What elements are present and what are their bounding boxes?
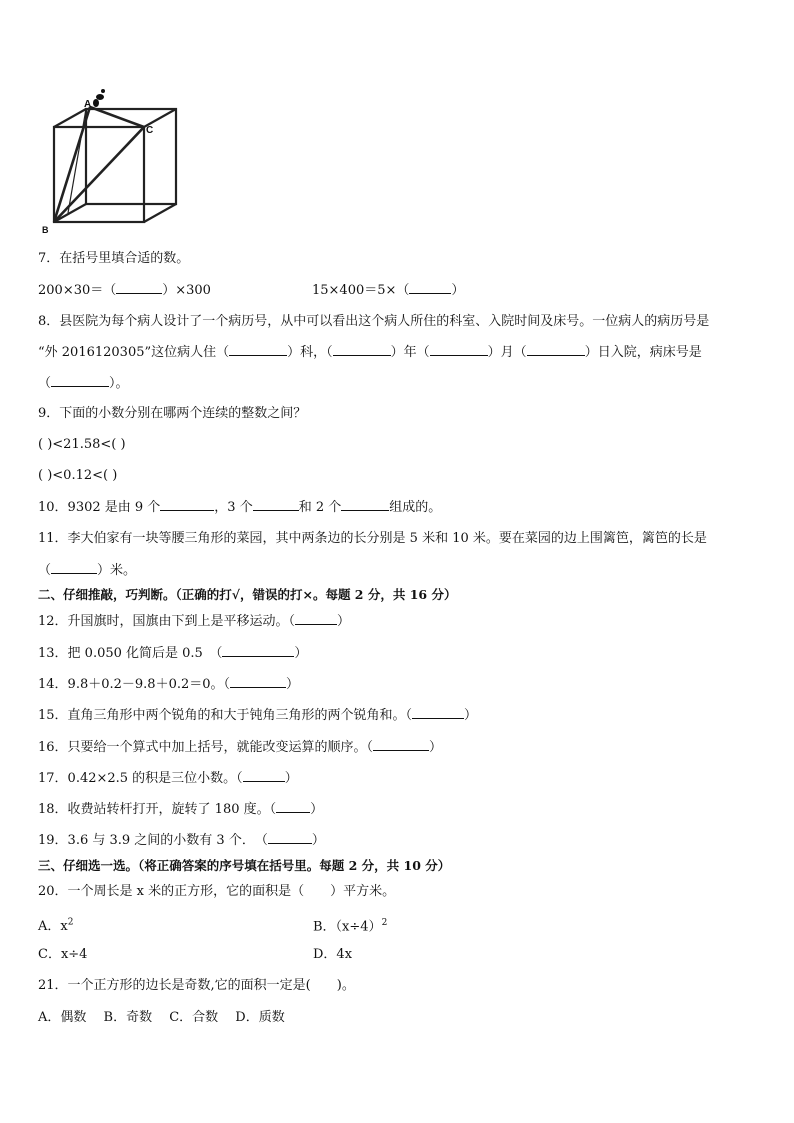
answer-blank[interactable] [160,498,214,511]
q7-item-b: 15×400＝5×（ ） [312,283,465,298]
answer-blank[interactable] [268,831,312,844]
question-13: 13．把 0.050 化简后是 0.5 （ ） [38,646,308,661]
question-7-items [38,281,538,300]
answer-blank[interactable] [373,738,429,751]
question-17: 17．0.42×2.5 的积是三位小数。（ ） [38,771,298,786]
question-20: 20．一个周长是 x 米的正方形，它的面积是（ ）平方米。 [38,884,396,899]
question-9-row-2: ( )<0.12<( ) [38,468,118,483]
question-19: 19．3.6 与 3.9 之间的小数有 3 个． （ ） [38,833,325,848]
answer-blank[interactable] [229,343,287,356]
cube-figure [38,85,188,235]
cube-edge-bottom-right [144,204,176,222]
question-7 [38,250,189,268]
answer-blank[interactable] [51,561,97,574]
answer-blank[interactable] [51,374,109,387]
question-8-line-3: （ ）。 [38,376,129,391]
question-18: 18．收费站转杆打开，旋转了 180 度。（ ） [38,802,324,817]
answer-blank[interactable] [341,498,389,511]
question-16: 16．只要给一个算式中加上括号，就能改变运算的顺序。（ ） [38,740,443,755]
answer-blank[interactable] [253,498,299,511]
option-c[interactable]: C．x÷4 [38,947,88,962]
question-12: 12．升国旗时，国旗由下到上是平移运动。（ ） [38,614,351,629]
ant-icon [93,89,105,107]
q7-item-a: 200×30＝（ ）×300 [38,283,211,298]
question-11-line-2: （ ）米。 [38,563,137,578]
question-9-row-1: ( )<21.58<( ) [38,437,126,452]
section-3-heading: 三、仔细选一选。（将正确答案的序号填在括号里。每题 2 分，共 10 分） [38,858,451,873]
question-20-options-row-1 [38,914,538,936]
question-20-options-row-2 [38,946,538,964]
answer-blank[interactable] [409,281,451,294]
question-15: 15．直角三角形中两个锐角的和大于钝角三角形的两个锐角和。（ ） [38,708,478,723]
answer-blank[interactable] [116,281,162,294]
diagonal-c-b [54,127,144,222]
question-21-options: A．偶数 B．奇数 C．合数 D．质数 [38,1010,285,1025]
label-b: B [42,225,49,235]
question-11-line-1: 11．李大伯家有一块等腰三角形的菜园，其中两条边的长分别是 5 米和 10 米。要在菜园的边上围篱笆，篱笆的长是 [38,531,707,546]
answer-blank[interactable] [295,612,337,625]
cube-edge-top-left [54,109,86,127]
option-b[interactable]: B．$(x\div 4)^2$ [313,918,388,935]
answer-blank[interactable] [412,706,464,719]
answer-blank[interactable] [222,644,294,657]
label-a: A [84,99,92,110]
answer-blank[interactable] [333,343,391,356]
question-9: 9．下面的小数分别在哪两个连续的整数之间？ [38,406,307,421]
question-8-line-2: “外 2016120305”这位病人住（ ）科，（ ）年（ ）月（ ）日入院，病床号是 [38,345,702,360]
answer-blank[interactable] [430,343,488,356]
section-2-heading: 二、仔细推敲，巧判断。（正确的打√，错误的打×。每题 2 分，共 16 分） [38,587,457,602]
option-d[interactable]: D．4x [313,947,353,962]
question-21: 21．一个正方形的边长是奇数,它的面积一定是( )。 [38,978,355,993]
answer-blank[interactable] [230,675,286,688]
question-10: 10．9302 是由 9 个 ，3 个 和 2 个 组成的。 [38,500,442,515]
question-8-line-1: 8．县医院为每个病人设计了一个病历号，从中可以看出这个病人所住的科室、入院时间及床号。一位病人的病历号是 [38,314,710,329]
answer-blank[interactable] [243,769,285,782]
label-c: C [146,125,154,136]
answer-blank[interactable] [276,800,310,813]
question-7-text: 7．在括号里填合适的数。 [38,251,190,266]
option-a[interactable]: A．$x^2$ [38,918,74,935]
answer-blank[interactable] [527,343,585,356]
question-14: 14．9.8＋0.2－9.8＋0.2＝0。（ ） [38,677,300,692]
